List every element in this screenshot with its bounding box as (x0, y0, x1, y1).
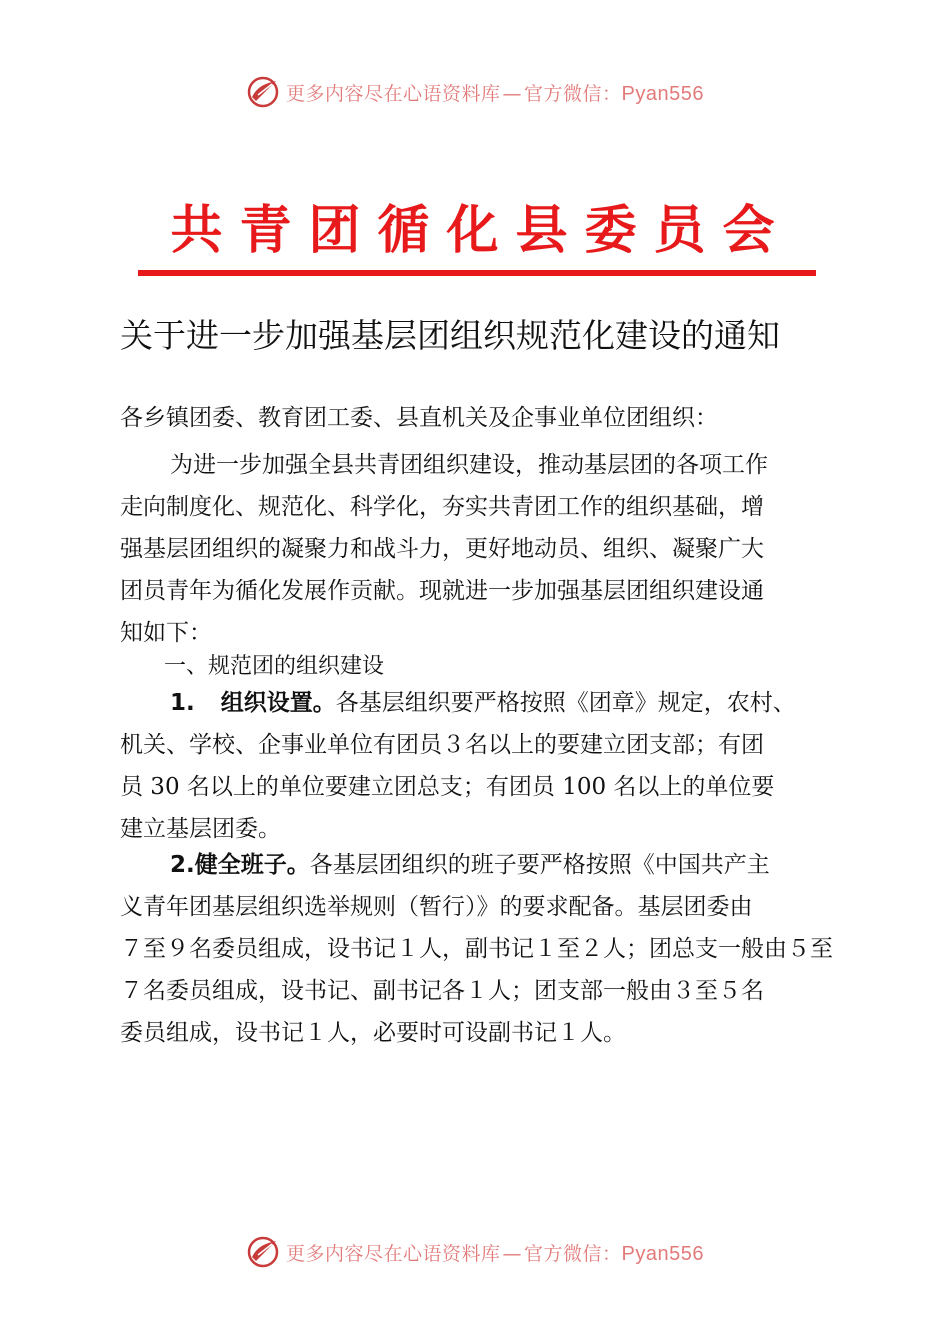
intro-line: 走向制度化、规范化、科学化，夯实共青团工作的组织基础，增 (120, 494, 764, 520)
item1-line: 建立基层团委。 (120, 816, 281, 842)
item-organization-setup (120, 682, 860, 850)
item1-line: 员 30 名以上的单位要建立团总支；有团员 100 名以上的单位要 (120, 774, 775, 800)
document-title: 关于进一步加强基层团组织规范化建设的通知 (120, 316, 780, 355)
organization-title: 共青团循化县委员会 (170, 201, 792, 261)
item2-line: 义青年团基层组织选举规则（暂行）》的要求配备。基层团委由 (120, 894, 753, 920)
watermark-wechat-label: 官方微信： (524, 1242, 622, 1265)
item2-first-line (120, 844, 860, 886)
watermark-separator: — (502, 1242, 523, 1265)
watermark-header (0, 74, 950, 110)
item2-line: ７至９名委员组成，设书记１人，副书记１至２人；团总支一般由５至 (120, 936, 833, 962)
item1-first-line (120, 682, 860, 724)
watermark-wechat-id: Pyan556 (621, 82, 704, 105)
watermark-wechat-id: Pyan556 (621, 1242, 704, 1265)
watermark-text (286, 1239, 704, 1266)
logo-icon (246, 1235, 280, 1269)
logo-icon (246, 75, 280, 109)
item2-line: ７名委员组成，设书记、副书记各１人；团支部一般由３至５名 (120, 978, 764, 1004)
item2-line: 委员组成，设书记１人，必要时可设副书记１人。 (120, 1020, 626, 1046)
intro-line: 知如下： (120, 620, 212, 646)
section-heading: 一、规范团的组织建设 (164, 654, 385, 679)
intro-line: 强基层团组织的凝聚力和战斗力，更好地动员、组织、凝聚广大 (120, 536, 764, 562)
item1-text: 各基层组织要严格按照《团章》规定，农村、 (335, 690, 796, 716)
salutation: 各乡镇团委、教育团工委、县直机关及企事业单位团组织： (120, 405, 718, 431)
item1-line: 机关、学校、企事业单位有团员３名以上的要建立团支部；有团 (120, 732, 764, 758)
watermark-wechat-label: 官方微信： (524, 82, 622, 105)
intro-line: 为进一步加强全县共青团组织建设，推动基层团的各项工作 (170, 452, 768, 478)
item1-number: 1. (170, 690, 195, 716)
item-leadership-team (120, 844, 860, 1054)
item2-text: 各基层团组织的班子要严格按照《中国共产主 (309, 852, 770, 878)
item1-label: 组织设置。 (220, 690, 336, 716)
watermark-slogan: 更多内容尽在心语资料库 (286, 1242, 501, 1265)
watermark-separator: — (502, 82, 523, 105)
intro-paragraph (120, 444, 860, 654)
watermark-footer (0, 1234, 950, 1270)
watermark-text (286, 79, 704, 106)
red-divider (138, 270, 816, 276)
item2-label: 2.健全班子。 (170, 852, 310, 878)
watermark-slogan: 更多内容尽在心语资料库 (286, 82, 501, 105)
intro-line: 团员青年为循化发展作贡献。现就进一步加强基层团组织建设通 (120, 578, 764, 604)
